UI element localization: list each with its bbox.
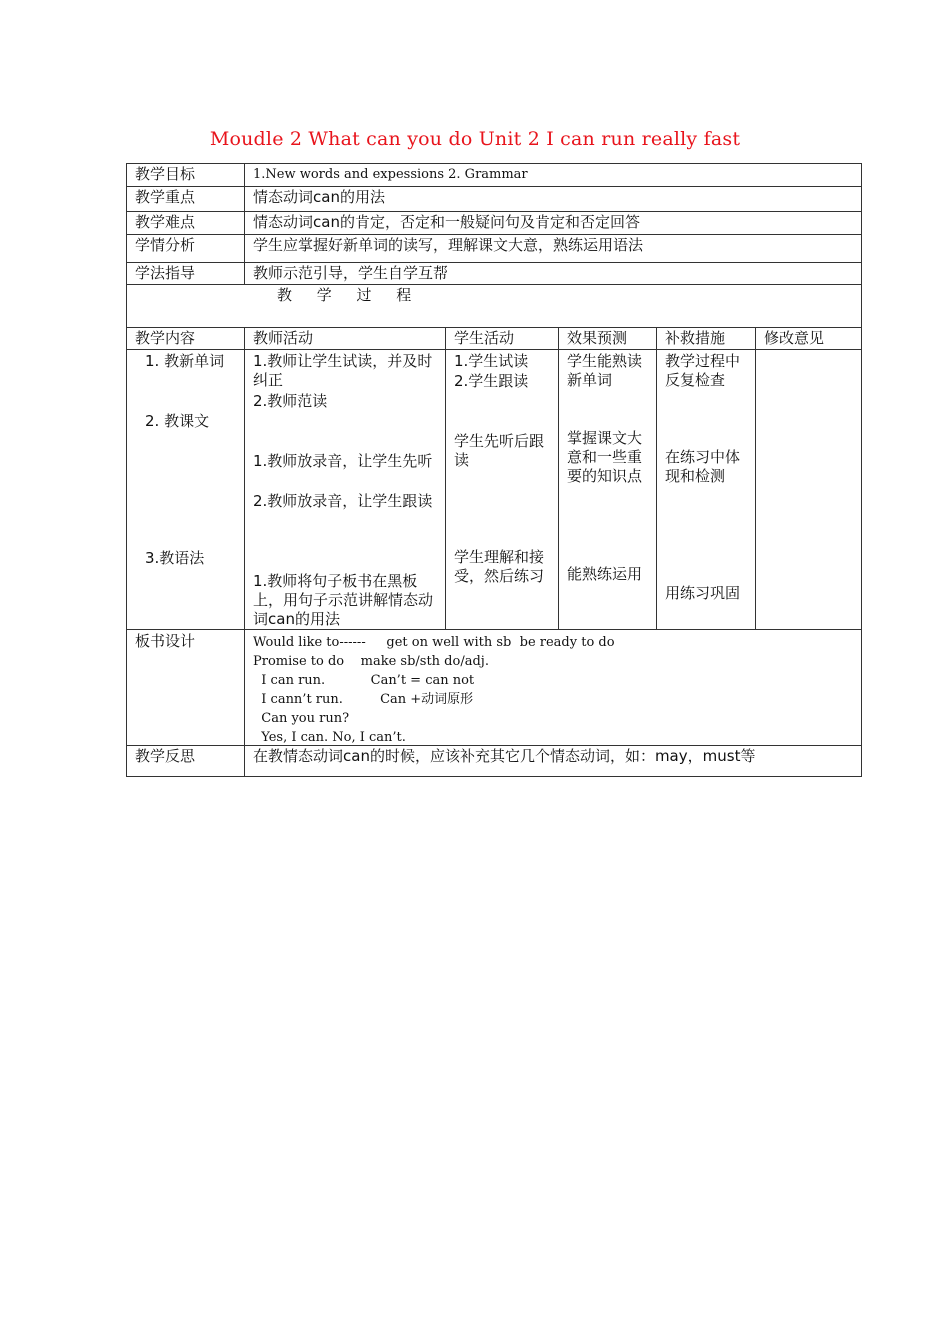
remedy-item: 在练习中体现和检测 xyxy=(665,448,741,485)
board-line: Promise to do make sb/sth do/adj. xyxy=(253,654,489,669)
reflection-label: 教学反思 xyxy=(127,746,245,776)
content-column xyxy=(127,350,245,629)
header-remedy: 补救措施 xyxy=(657,328,756,349)
difficulty-label: 教学难点 xyxy=(127,212,245,234)
row-board-design xyxy=(126,629,862,745)
header-student: 学生活动 xyxy=(446,328,559,349)
effect-item: 掌握课文大意和一些重要的知识点 xyxy=(567,429,643,485)
board-label: 板书设计 xyxy=(127,630,245,745)
effect-item: 能熟练运用 xyxy=(567,565,643,583)
board-line: Would like to------ get on well with sb be ready to do xyxy=(253,635,615,650)
student-column xyxy=(446,350,559,629)
goal-label: 教学目标 xyxy=(127,164,245,186)
student-item: 学生先听后跟读 xyxy=(454,432,545,469)
content-item: 3.教语法 xyxy=(145,549,205,567)
focus-value: 情态动词can的用法 xyxy=(253,188,385,206)
process-body-row xyxy=(126,349,862,629)
remedy-column xyxy=(657,350,756,629)
remedy-item: 用练习巩固 xyxy=(665,584,741,602)
process-header-row xyxy=(126,327,862,349)
board-line: Yes, I can. No, I can’t. xyxy=(253,730,406,745)
revise-column xyxy=(756,350,861,629)
row-focus xyxy=(126,186,862,211)
reflection-value: 在教情态动词can的时候，应该补充其它几个情态动词，如：may，must等 xyxy=(253,747,756,765)
row-method xyxy=(126,262,862,284)
process-heading: 教 学 过 程 xyxy=(277,286,422,304)
lesson-plan-table xyxy=(126,163,862,777)
focus-label: 教学重点 xyxy=(127,187,245,211)
content-item: 2. 教课文 xyxy=(145,412,210,430)
method-value: 教师示范引导，学生自学互帮 xyxy=(253,264,449,282)
difficulty-value: 情态动词can的肯定，否定和一般疑问句及肯定和否定回答 xyxy=(253,213,640,231)
header-content: 教学内容 xyxy=(127,328,245,349)
row-goal xyxy=(126,163,862,186)
effect-item: 学生能熟读新单词 xyxy=(567,352,643,389)
header-revise: 修改意见 xyxy=(764,329,825,347)
header-teacher: 教师活动 xyxy=(245,328,446,349)
effect-column xyxy=(559,350,657,629)
analysis-value: 学生应掌握好新单词的读写，理解课文大意，熟练运用语法 xyxy=(253,236,644,254)
teacher-item: 1.教师让学生试读，并及时纠正 xyxy=(253,352,433,389)
teacher-item: 1.教师将句子板书在黑板上，用句子示范讲解情态动词can的用法 xyxy=(253,572,434,628)
method-label: 学法指导 xyxy=(127,263,245,284)
teacher-item: 1.教师放录音，让学生先听 xyxy=(253,452,433,470)
header-effect: 效果预测 xyxy=(559,328,657,349)
analysis-label: 学情分析 xyxy=(127,235,245,262)
board-line: I cann’t run. Can +动词原形 xyxy=(253,692,474,707)
teacher-item: 2.教师放录音，让学生跟读 xyxy=(253,492,433,510)
goal-value: 1.New words and expessions 2. Grammar xyxy=(253,167,528,182)
document-title: Moudle 2 What can you do Unit 2 I can run really fast xyxy=(209,128,741,150)
row-analysis xyxy=(126,234,862,262)
content-item: 1. 教新单词 xyxy=(145,352,225,370)
student-item: 2.学生跟读 xyxy=(454,372,529,390)
row-reflection xyxy=(126,745,862,777)
remedy-item: 教学过程中反复检查 xyxy=(665,352,741,389)
board-content xyxy=(245,630,861,745)
teacher-column xyxy=(245,350,446,629)
row-difficulty xyxy=(126,211,862,234)
student-item: 学生理解和接受，然后练习 xyxy=(454,548,545,585)
board-line: Can you run? xyxy=(253,711,350,726)
student-item: 1.学生试读 xyxy=(454,352,529,370)
row-process-heading xyxy=(126,284,862,327)
teacher-item: 2.教师范读 xyxy=(253,392,328,410)
board-line: I can run. Can’t = can not xyxy=(253,673,475,688)
